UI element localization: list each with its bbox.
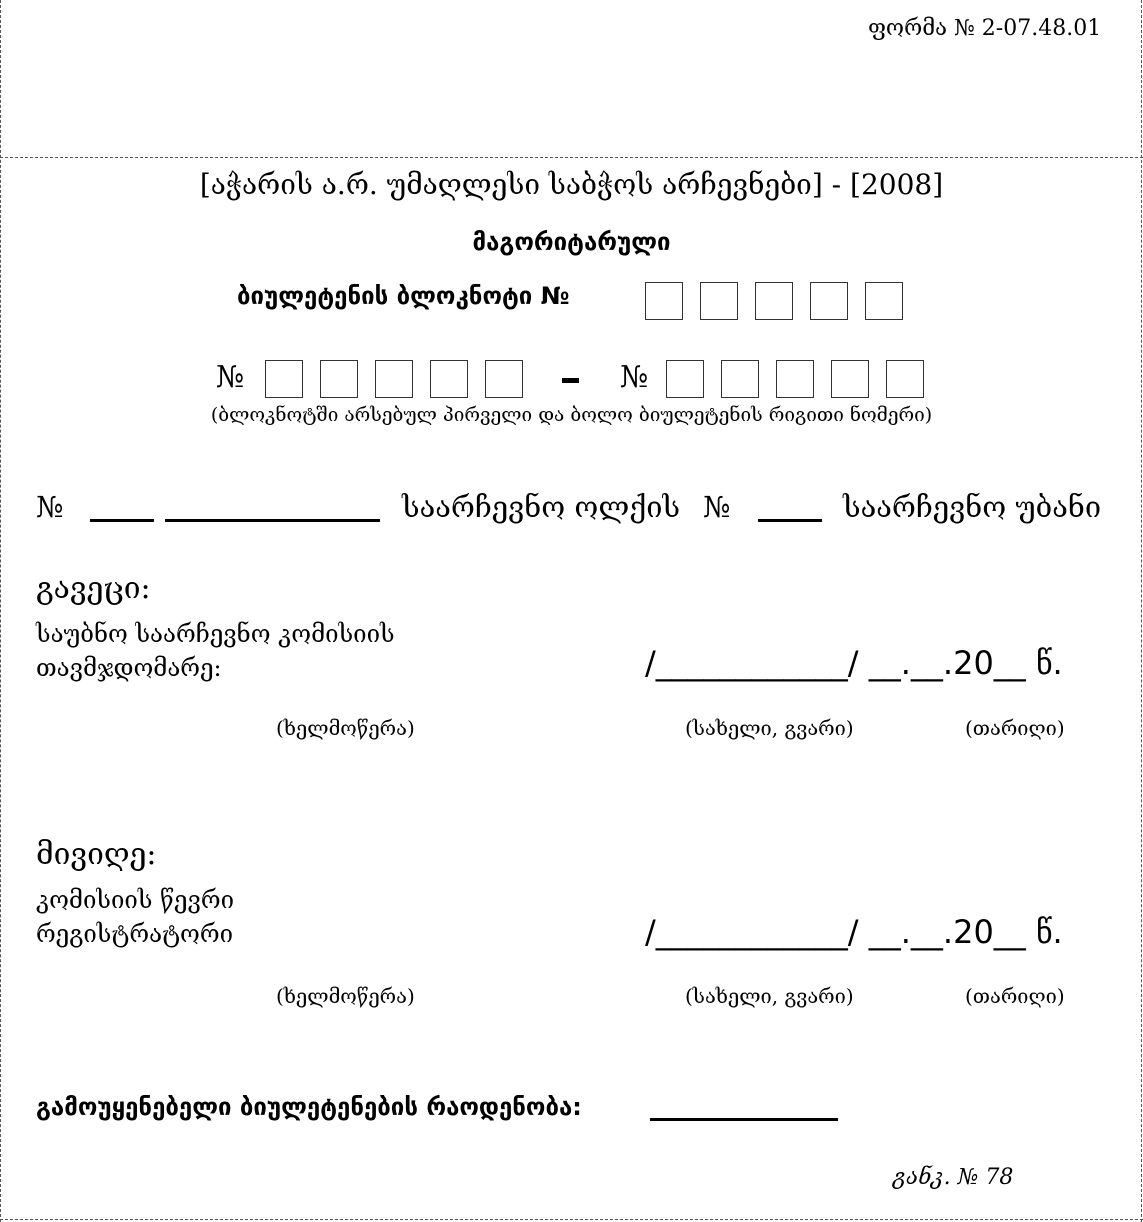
range-start-digit-box[interactable] <box>375 360 413 398</box>
issued-role-line1: საუბნო საარჩევნო კომისიის <box>36 620 395 648</box>
range-end-digit-box[interactable] <box>721 360 759 398</box>
range-end-digit-box[interactable] <box>776 360 814 398</box>
received-role-line1: კომისიის წევრი <box>36 886 235 914</box>
range-start-digit-box[interactable] <box>430 360 468 398</box>
precinct-number-field[interactable] <box>758 519 822 522</box>
district-number-field[interactable] <box>90 519 154 522</box>
range-end-digit-box[interactable] <box>666 360 704 398</box>
range-start-digit-box[interactable] <box>320 360 358 398</box>
received-role-line2: რეგისტრატორი <box>36 920 234 948</box>
district-name-field[interactable] <box>165 519 380 522</box>
cut-line-bottom <box>0 1219 1143 1220</box>
election-header: [აჭარის ა.რ. უმაღლესი საბჭოს არჩევნები] - [2008] <box>199 168 944 201</box>
received-caption-signature: (ხელმოწერა) <box>276 984 415 1008</box>
range-end-digit-box[interactable] <box>831 360 869 398</box>
issued-signature-line[interactable]: /____________/ __.__.20__ წ. <box>645 644 1063 682</box>
district-number-sign: № <box>36 490 64 524</box>
precinct-number-sign: № <box>703 490 731 524</box>
cut-line-stub <box>0 157 1143 158</box>
issued-caption-signature: (ხელმოწერა) <box>276 716 415 740</box>
received-caption-name: (სახელი, გვარი) <box>685 984 854 1008</box>
range-note: (ბლოკნოტში არსებულ პირველი და ბოლო ბიულეტენის რიგითი ნომერი) <box>210 404 933 426</box>
booklet-digit-box[interactable] <box>700 282 738 320</box>
ballot-type-title: მაგორიტარული <box>472 228 671 256</box>
booklet-digit-box[interactable] <box>755 282 793 320</box>
booklet-digit-box[interactable] <box>865 282 903 320</box>
range-end-number-sign: № <box>620 360 649 395</box>
article-reference: განკ. № 78 <box>893 1165 1014 1190</box>
received-signature-line[interactable]: /____________/ __.__.20__ წ. <box>645 913 1063 951</box>
range-start-digit-box[interactable] <box>265 360 303 398</box>
booklet-digit-box[interactable] <box>645 282 683 320</box>
received-caption-date: (თარიღი) <box>965 984 1065 1008</box>
range-end-digit-box[interactable] <box>886 360 924 398</box>
issued-caption-name: (სახელი, გვარი) <box>685 716 854 740</box>
booklet-digit-box[interactable] <box>810 282 848 320</box>
range-start-digit-box[interactable] <box>485 360 523 398</box>
issued-caption-date: (თარიღი) <box>965 716 1065 740</box>
form-number: ფორმა № 2-07.48.01 <box>868 16 1102 41</box>
range-start-number-sign: № <box>216 360 245 395</box>
issued-role-line2: თავმჯდომარე: <box>36 654 222 682</box>
district-label: საარჩევნო ოლქის <box>402 490 681 524</box>
booklet-number-label: ბიულეტენის ბლოკნოტი № <box>237 282 570 310</box>
range-separator <box>562 378 579 383</box>
precinct-label: საარჩევნო უბანი <box>843 490 1102 524</box>
unused-ballots-field[interactable] <box>650 1118 838 1121</box>
issued-heading: გავეცი: <box>36 571 151 606</box>
received-heading: მივიღე: <box>36 837 157 872</box>
unused-ballots-label: გამოუყენებელი ბიულეტენების რაოდენობა: <box>36 1093 582 1121</box>
